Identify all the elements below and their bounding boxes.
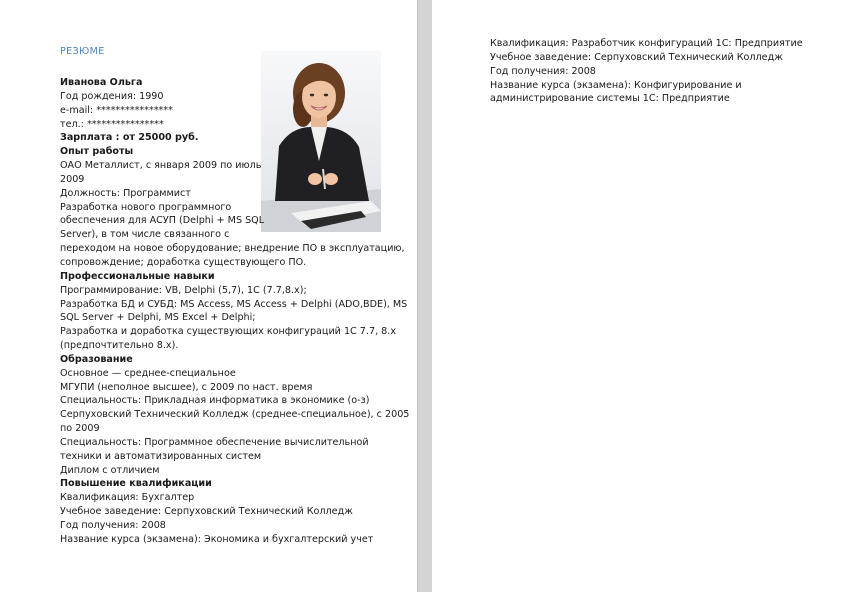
skills-line: Разработка и доработка существующих конфигураций 1С 7.7, 8.x [60, 326, 396, 338]
experience-title: Опыт работы [60, 146, 134, 158]
qualification-line: Учебное заведение: Серпуховский Технический Колледж [60, 506, 353, 518]
continued-qualification [490, 37, 820, 106]
experience-company: ОАО Металлист, с января 2009 по июль [60, 160, 262, 172]
education-line: Специальность: Прикладная информатика в экономике (о-з) [60, 395, 370, 407]
experience-desc-line: обеспечения для АСУП (Delphi + MS SQL [60, 215, 265, 227]
skills-title: Профессиональные навыки [60, 270, 215, 282]
birth-year: Год рождения: 1990 [60, 90, 164, 102]
experience-desc-line: сопровождение; доработка существующего ПО. [60, 256, 307, 268]
experience-desc-line: Разработка нового программного [60, 201, 232, 213]
qualification-title: Повышение квалификации [60, 478, 212, 490]
qualification-line: Год получения: 2008 [60, 520, 166, 531]
education-line: Диплом с отличием [60, 464, 160, 476]
experience-company-cont: 2009 [60, 173, 85, 185]
education-line: Основное — среднее-специальное [60, 367, 236, 379]
skills-line: Разработка БД и СУБД: MS Access, MS Access + Delphi (ADO,BDE), MS [60, 298, 408, 310]
experience-position: Должность: Программист [60, 187, 191, 199]
phone-line: тел.: **************** [60, 118, 164, 130]
qualification-line: Квалификация: Бухгалтер [60, 492, 195, 504]
page-gutter [417, 0, 433, 592]
candidate-name: Иванова Ольга [60, 77, 143, 88]
education-line: Серпуховский Технический Колледж (среднее-специальное), с 2005 [60, 409, 410, 421]
email-line: e-mail: **************** [60, 104, 173, 116]
skills-line: Программирование: VB, Delphi (5,7), 1С (7.7,8.x); [60, 284, 307, 296]
qualification-line: Название курса (экзамена): Экономика и бухгалтерский учет [60, 533, 374, 545]
education-line: техники и автоматизированных систем [60, 450, 262, 462]
resume-body [60, 76, 410, 547]
document-page-left [0, 0, 417, 592]
salary-line: Зарплата : от 25000 руб. [60, 132, 199, 144]
experience-desc-line: Server), в том числе связанного с [60, 229, 230, 241]
education-line: МГУПИ (неполное высшее), с 2009 по наст. время [60, 381, 313, 393]
skills-line: SQL Server + Delphi, MS Excel + Delphi; [60, 312, 256, 324]
education-line: по 2009 [60, 423, 100, 435]
education-line: Специальность: Программное обеспечение вычислительной [60, 436, 369, 448]
resume-heading: РЕЗЮМЕ [60, 46, 105, 57]
qualification-line: Квалификация: Разработчик конфигураций 1С: Предприятие [490, 38, 803, 49]
qualification-line: Учебное заведение: Серпуховский Технический Колледж [490, 51, 783, 63]
skills-line: (предпочтительно 8.x). [60, 340, 179, 352]
experience-desc-line: переходом на новое оборудование; внедрение ПО в эксплуатацию, [60, 243, 405, 255]
document-page-right [432, 0, 849, 592]
education-title: Образование [60, 353, 133, 365]
qualification-line: Год получения: 2008 [490, 65, 596, 77]
qualification-line: администрирование системы 1С: Предприятие [490, 93, 730, 105]
qualification-line: Название курса (экзамена): Конфигурирование и [490, 79, 742, 91]
